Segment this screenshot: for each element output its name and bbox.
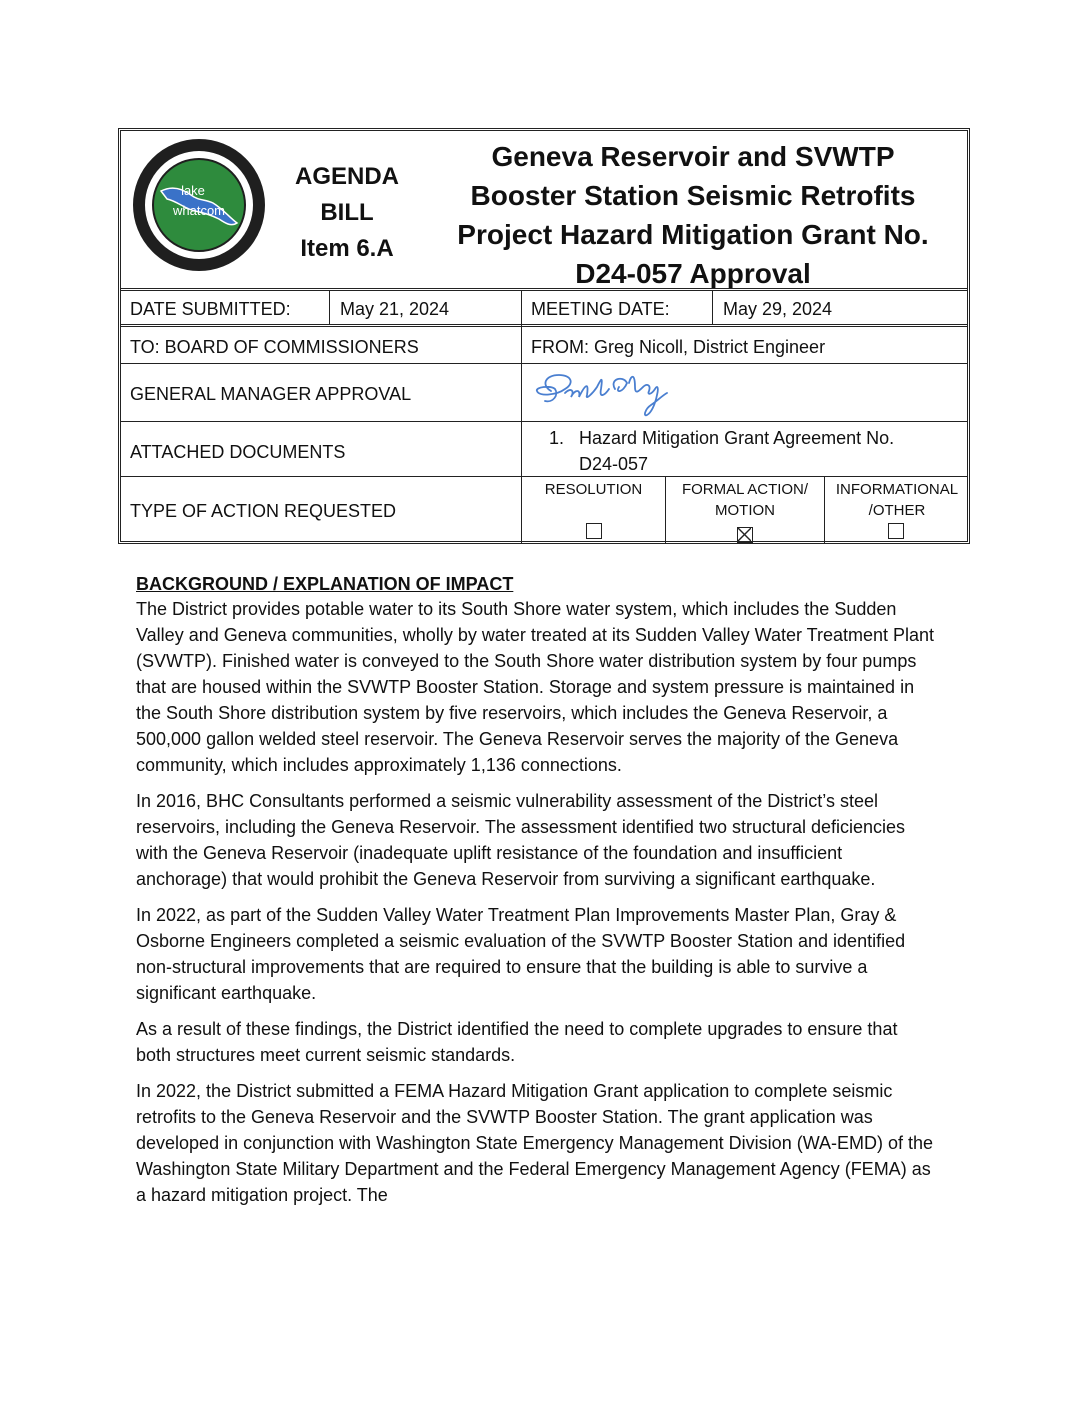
- divider: [712, 291, 713, 324]
- title-line: Geneva Reservoir and SVWTP: [491, 141, 895, 172]
- motion-text: MOTION: [715, 502, 775, 519]
- gm-approval-label: GENERAL MANAGER APPROVAL: [130, 384, 412, 404]
- body-paragraph: In 2022, as part of the Sudden Valley Water Treatment Plan Improvements Master Plan, Gray & Osborne Engineers completed a seismic evaluation of the SVWTP Booster Station and identified non-structural improvements that are required to ensure that the building is able to survive a significant earthquake.: [136, 905, 906, 1003]
- bill-title: [433, 137, 953, 293]
- background-section: [136, 572, 936, 1218]
- resolution-option-label: [522, 479, 665, 500]
- from-sender: FROM: Greg Nicoll, District Engineer: [531, 337, 826, 357]
- agenda-bill-label: [271, 159, 423, 267]
- informational-checkbox[interactable]: [888, 523, 904, 539]
- action-type-label: TYPE OF ACTION REQUESTED: [130, 501, 397, 521]
- logo-text-lake: lake: [181, 183, 205, 198]
- informational-option-label: [825, 479, 969, 521]
- agenda-line: AGENDA: [294, 163, 399, 190]
- body-paragraph: As a result of these findings, the District identified the need to complete upgrades to ensure that both structures meet current seismic standards.: [136, 1019, 898, 1065]
- logo-text-whatcom: whatcom: [172, 203, 226, 218]
- meeting-date-value: May 29, 2024: [723, 299, 833, 319]
- checked-x-icon: [738, 528, 751, 541]
- body-paragraph: The District provides potable water to its South Shore water system, which includes the Sudden Valley and Geneva communities, wholly by water treated at its Sudden Valley Water Treatment Plant (SVWTP). Finished water is conveyed to the South Shore water distribution system by four pumps that are housed within the SVWTP Booster Station. Storage and system pressure is maintained in the South Shore distribution system by five reservoirs, which includes the Geneva Reservoir, a 500,000 gallon welded steel reservoir. The Geneva Reservoir serves the majority of the Geneva community, which includes approximately 1,136 connections.: [136, 599, 935, 775]
- resolution-checkbox[interactable]: [586, 523, 602, 539]
- title-line: Booster Station Seismic Retrofits: [470, 180, 916, 211]
- divider: [521, 291, 522, 544]
- body-paragraph: In 2022, the District submitted a FEMA Hazard Mitigation Grant application to complete seismic retrofits to the Geneva Reservoir and the SVWTP Booster Station. The grant application was developed in conjunction with Washington State Emergency Management Division (WA-EMD) of the Washington State Military Department and the Federal Emergency Management Agency (FEMA) as a hazard mitigation project. The: [136, 1081, 934, 1205]
- section-heading: BACKGROUND / EXPLANATION OF IMPACT: [136, 574, 514, 594]
- divider: [121, 324, 967, 327]
- divider: [329, 291, 330, 324]
- meeting-date-label: MEETING DATE:: [531, 299, 670, 319]
- other-text: /OTHER: [868, 502, 926, 519]
- body-paragraph: In 2016, BHC Consultants performed a seismic vulnerability assessment of the District’s steel reservoirs, including the Geneva Reservoir. The assessment identified two structural deficiencies with the Geneva Reservoir (inadequate uplift resistance of the foundation and insufficient anchorage) that would prohibit the Geneva Reservoir from surviving a significant earthquake.: [136, 791, 906, 889]
- informational-text: INFORMATIONAL: [835, 481, 959, 498]
- formal-action-checkbox[interactable]: [737, 527, 753, 543]
- attached-item-number: 1.: [549, 428, 565, 448]
- formal-action-text: FORMAL ACTION/: [681, 481, 809, 498]
- title-line: D24-057 Approval: [575, 258, 811, 289]
- district-logo: [133, 139, 265, 271]
- date-submitted-label: DATE SUBMITTED:: [130, 299, 291, 319]
- attached-documents-label: ATTACHED DOCUMENTS: [130, 442, 346, 462]
- to-recipient: TO: BOARD OF COMMISSIONERS: [130, 337, 419, 357]
- attached-item-title: Hazard Mitigation Grant Agreement No.: [579, 428, 895, 448]
- gm-signature: [531, 365, 681, 421]
- divider: [121, 288, 967, 291]
- item-number: Item 6.A: [300, 235, 394, 262]
- divider: [121, 363, 967, 364]
- divider: [121, 476, 967, 477]
- date-submitted-value: May 21, 2024: [340, 299, 450, 319]
- attached-item-title-cont: D24-057: [579, 454, 649, 474]
- formal-action-option-label: [666, 479, 824, 521]
- resolution-text: RESOLUTION: [544, 481, 643, 498]
- agenda-bill-header: [118, 128, 970, 544]
- title-line: Project Hazard Mitigation Grant No.: [457, 219, 929, 250]
- bill-line: BILL: [320, 199, 374, 226]
- divider: [121, 421, 967, 422]
